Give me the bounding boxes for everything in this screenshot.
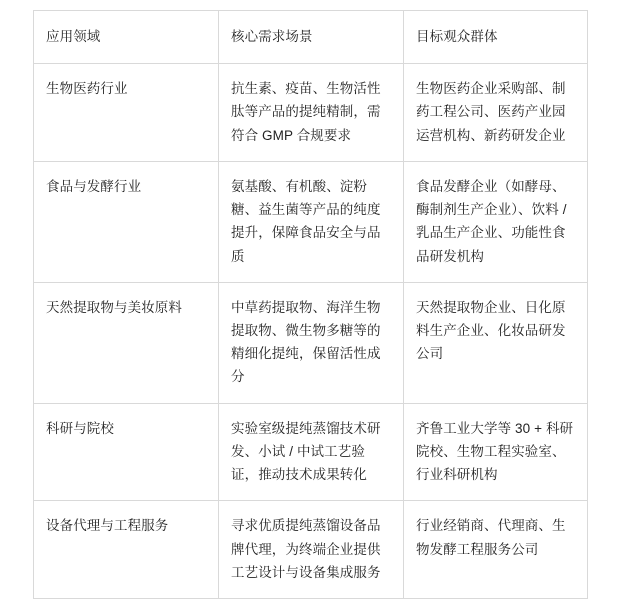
cell-field: 科研与院校	[34, 403, 219, 501]
table-row	[34, 161, 588, 282]
column-header-audience: 目标观众群体	[404, 11, 588, 64]
market-segments-table	[33, 10, 588, 599]
cell-scenario: 中草药提取物、海洋生物提取物、微生物多糖等的精细化提纯，保留活性成分	[219, 282, 404, 403]
cell-field: 设备代理与工程服务	[34, 501, 219, 599]
cell-audience: 行业经销商、代理商、生物发酵工程服务公司	[404, 501, 588, 599]
cell-audience: 食品发酵企业（如酵母、酶制剂生产企业）、饮料 / 乳品生产企业、功能性食品研发机构	[404, 161, 588, 282]
column-header-scenario: 核心需求场景	[219, 11, 404, 64]
cell-field: 天然提取物与美妆原料	[34, 282, 219, 403]
cell-audience: 齐鲁工业大学等 30 + 科研院校、生物工程实验室、行业科研机构	[404, 403, 588, 501]
table-header-row	[34, 11, 588, 64]
table-row	[34, 64, 588, 162]
table-row	[34, 501, 588, 599]
cell-scenario: 实验室级提纯蒸馏技术研发、小试 / 中试工艺验证，推动技术成果转化	[219, 403, 404, 501]
cell-field: 食品与发酵行业	[34, 161, 219, 282]
cell-audience: 天然提取物企业、日化原料生产企业、化妆品研发公司	[404, 282, 588, 403]
table-row	[34, 403, 588, 501]
cell-scenario: 氨基酸、有机酸、淀粉糖、益生菌等产品的纯度提升，保障食品安全与品质	[219, 161, 404, 282]
cell-audience: 生物医药企业采购部、制药工程公司、医药产业园运营机构、新药研发企业	[404, 64, 588, 162]
table-header	[34, 11, 588, 64]
table-row	[34, 282, 588, 403]
cell-scenario: 寻求优质提纯蒸馏设备品牌代理，为终端企业提供工艺设计与设备集成服务	[219, 501, 404, 599]
cell-scenario: 抗生素、疫苗、生物活性肽等产品的提纯精制，需符合 GMP 合规要求	[219, 64, 404, 162]
cell-field: 生物医药行业	[34, 64, 219, 162]
column-header-field: 应用领域	[34, 11, 219, 64]
table-body	[34, 64, 588, 599]
